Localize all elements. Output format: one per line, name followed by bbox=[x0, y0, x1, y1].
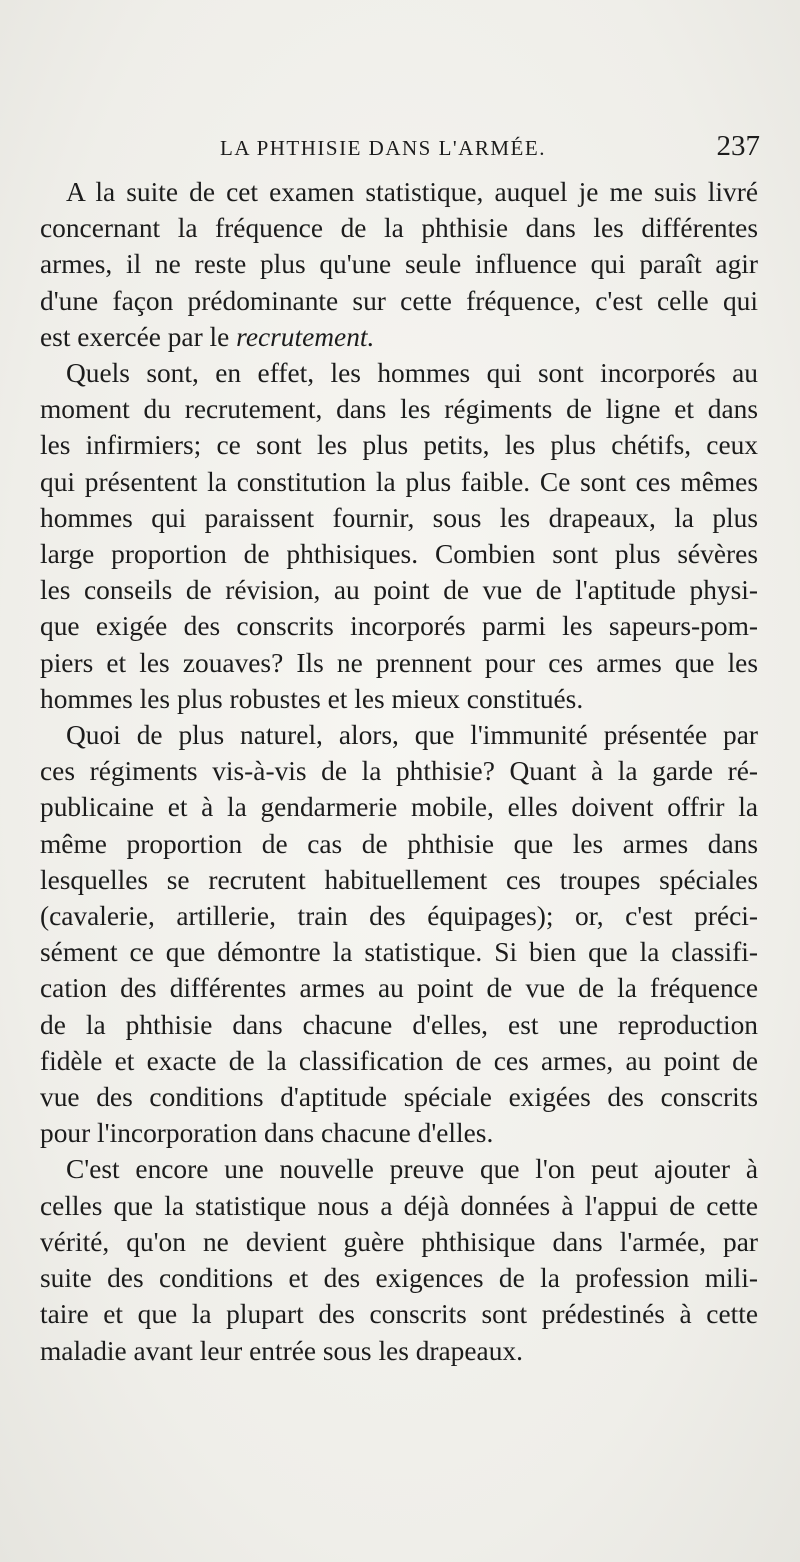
paragraph-3 bbox=[40, 717, 758, 1151]
text-fragment: est exercée par le bbox=[40, 321, 237, 352]
text-line: Quoi de plus naturel, alors, que l'immunité présentée par bbox=[66, 720, 758, 751]
text-line: sément ce que démontre la statistique. Si bien que la classifi- bbox=[40, 937, 758, 968]
paragraph-2 bbox=[40, 355, 758, 717]
text-line: C'est encore une nouvelle preuve que l'on peut ajouter à bbox=[66, 1154, 758, 1185]
text-line: taire et que la plupart des conscrits sont prédestinés à cette bbox=[40, 1299, 758, 1330]
text-line: armes, il ne reste plus qu'une seule influence qui paraît agir bbox=[40, 249, 758, 280]
text-line: fidèle et exacte de la classification de ces armes, au point de bbox=[40, 1045, 758, 1076]
text-line: vérité, qu'on ne devient guère phthisique dans l'armée, par bbox=[40, 1226, 758, 1257]
text-line: A la suite de cet examen statistique, auquel je me suis livré bbox=[66, 177, 758, 207]
body-text bbox=[40, 174, 758, 1369]
text-line: hommes les plus robustes et les mieux constitués. bbox=[40, 683, 584, 714]
text-line: hommes qui paraissent fournir, sous les drapeaux, la plus bbox=[40, 502, 758, 533]
text-line: large proportion de phthisiques. Combien sont plus sévères bbox=[40, 539, 758, 570]
paragraph-4 bbox=[40, 1151, 758, 1368]
text-line: vue des conditions d'aptitude spéciale exigées des conscrits bbox=[40, 1082, 758, 1113]
text-line: ces régiments vis-à-vis de la phthisie? Quant à la garde ré- bbox=[40, 756, 758, 787]
page-header bbox=[40, 130, 760, 176]
text-line: d'une façon prédominante sur cette fréquence, c'est celle qui bbox=[40, 285, 758, 316]
text-line bbox=[40, 319, 758, 355]
text-line: pour l'incorporation dans chacune d'elles. bbox=[40, 1118, 494, 1149]
text-line: maladie avant leur entrée sous les drapeaux. bbox=[40, 1335, 523, 1366]
page-number: 237 bbox=[716, 130, 760, 162]
text-line: cation des différentes armes au point de vue de la fréquence bbox=[40, 973, 758, 1004]
paragraph-1 bbox=[40, 174, 758, 355]
text-line: moment du recrutement, dans les régiments de ligne et dans bbox=[40, 394, 758, 425]
text-line: qui présentent la constitution la plus faible. Ce sont ces mêmes bbox=[40, 466, 758, 497]
text-line: les conseils de révision, au point de vue de l'aptitude physi- bbox=[40, 575, 758, 606]
text-line: même proportion de cas de phthisie que les armes dans bbox=[40, 828, 758, 859]
text-line: Quels sont, en effet, les hommes qui sont incorporés au bbox=[66, 358, 758, 389]
running-title: LA PHTHISIE DANS L'ARMÉE. bbox=[220, 136, 546, 160]
italic-word: recrutement. bbox=[236, 321, 375, 352]
text-line: que exigée des conscrits incorporés parmi les sapeurs-pom- bbox=[40, 611, 758, 642]
text-line: de la phthisie dans chacune d'elles, est une reproduction bbox=[40, 1009, 758, 1040]
text-line: (cavalerie, artillerie, train des équipages); or, c'est préci- bbox=[40, 901, 758, 932]
text-line: celles que la statistique nous a déjà données à l'appui de cette bbox=[40, 1190, 758, 1221]
text-line: suite des conditions et des exigences de la profession mili- bbox=[40, 1263, 758, 1294]
text-line: lesquelles se recrutent habituellement ces troupes spéciales bbox=[40, 864, 758, 895]
text-line: concernant la fréquence de la phthisie dans les différentes bbox=[40, 213, 758, 244]
text-line: piers et les zouaves? Ils ne prennent pour ces armes que les bbox=[40, 647, 758, 678]
text-line: les infirmiers; ce sont les plus petits, les plus chétifs, ceux bbox=[40, 430, 758, 461]
text-line: publicaine et à la gendarmerie mobile, elles doivent offrir la bbox=[40, 792, 758, 823]
